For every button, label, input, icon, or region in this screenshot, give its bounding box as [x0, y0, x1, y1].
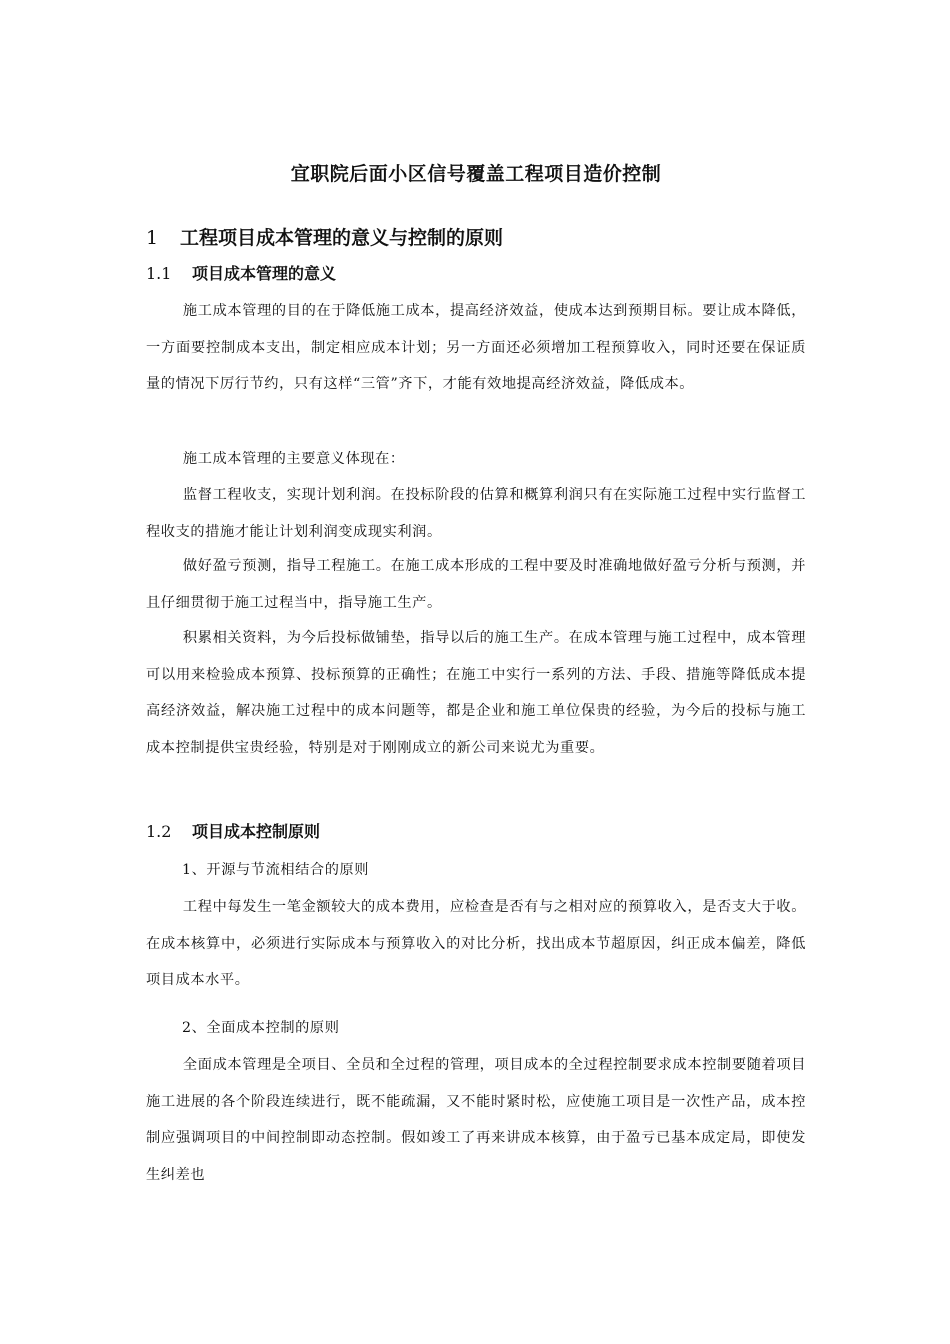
paragraph-cost-management-purpose: 施工成本管理的目的在于降低施工成本，提高经济效益，使成本达到预期目标。要让成本降低，一方面要控制成本支出，制定相应成本计划；另一方面还必须增加工程预算收入，同时还要在保证质量的情况下厉行节约，只有这样“三管”齐下，才能有效地提高经济效益，降低成本。: [146, 303, 806, 392]
principle-1-title: 1、开源与节流相结合的原则: [182, 862, 370, 878]
document-title: 宜职院后面小区信号覆盖工程项目造价控制: [290, 163, 662, 185]
section-1-2-number: 1.2: [146, 822, 172, 841]
section-1-2-title: 项目成本控制原则: [192, 822, 321, 841]
section-1-2-heading: [146, 820, 320, 844]
principle-2-title: 2、全面成本控制的原则: [182, 1020, 340, 1036]
section-1-1-number: 1.1: [146, 264, 172, 283]
section-1-number: 1: [146, 227, 159, 249]
section-1-1-title: 项目成本管理的意义: [192, 264, 337, 283]
paragraph-accumulate-data: 积累相关资料，为今后投标做铺垫，指导以后的施工生产。在成本管理与施工过程中，成本管理可以用来检验成本预算、投标预算的正确性；在施工中实行一系列的方法、手段、措施等降低成本提高经济效益，解决施工过程中的成本问题等，都是企业和施工单位保贵的经验，为今后的投标与施工成本控制提供宝贵经验，特别是对于刚刚成立的新公司来说尤为重要。: [146, 630, 806, 756]
section-1-title: 工程项目成本管理的意义与控制的原则: [180, 227, 504, 249]
paragraph-supervise-income-expenditure: 监督工程收支，实现计划利润。在投标阶段的估算和概算利润只有在实际施工过程中实行监督工程收支的措施才能让计划利润变成现实利润。: [146, 487, 806, 540]
section-1-1-heading: [146, 262, 336, 286]
principle-2-text: 全面成本管理是全项目、全员和全过程的管理，项目成本的全过程控制要求成本控制要随着项目施工进展的各个阶段连续进行，既不能疏漏，又不能时紧时松，应使施工项目是一次性产品，成本控制应强调项目的中间控制即动态控制。假如竣工了再来讲成本核算，由于盈亏已基本成定局，即使发生纠差也: [146, 1057, 806, 1183]
section-1-heading: [146, 224, 503, 252]
paragraph-profit-loss-forecast: 做好盈亏预测，指导工程施工。在施工成本形成的工程中要及时准确地做好盈亏分析与预测，并且仔细贯彻于施工过程当中，指导施工生产。: [146, 558, 806, 611]
document-page: [146, 0, 806, 1344]
principle-1-text: 工程中每发生一笔金额较大的成本费用，应检查是否有与之相对应的预算收入，是否支大于收。在成本核算中，必须进行实际成本与预算收入的对比分析，找出成本节超原因，纠正成本偏差，降低项目成本水平。: [146, 899, 806, 988]
paragraph-main-significance-intro: 施工成本管理的主要意义体现在：: [182, 451, 405, 467]
